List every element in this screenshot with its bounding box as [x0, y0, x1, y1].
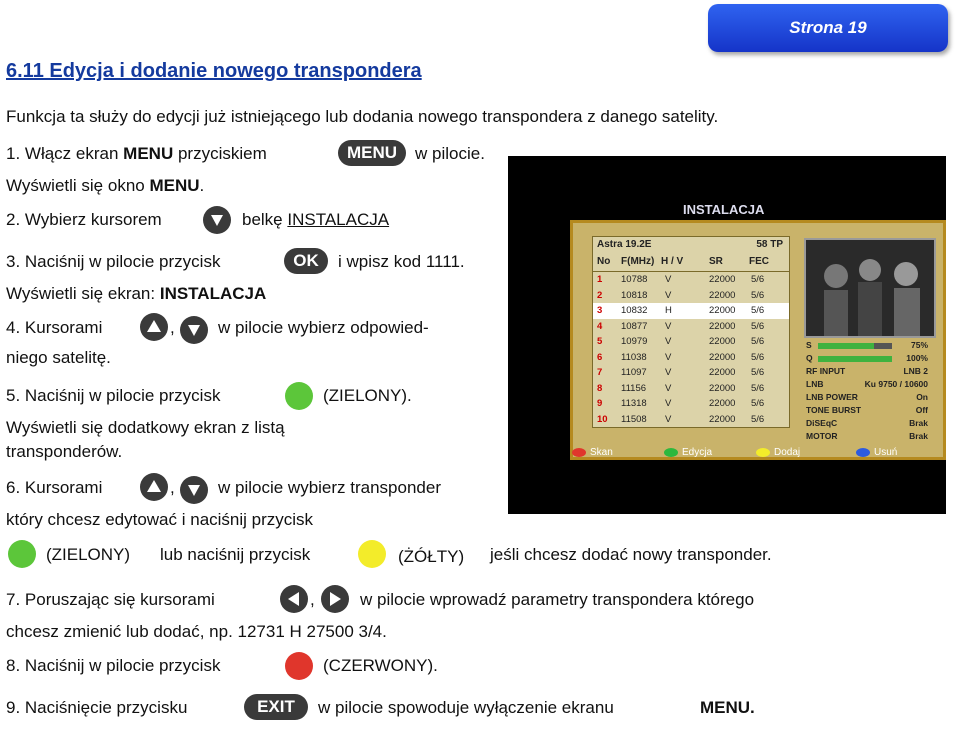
signal-info-panel	[804, 340, 932, 444]
table-cell: 2	[597, 289, 603, 301]
step-1-continued	[6, 176, 204, 196]
table-cell: 11038	[621, 351, 647, 363]
left-arrow-icon	[280, 585, 308, 613]
table-cell: 5	[597, 336, 603, 347]
table-row	[593, 350, 789, 366]
table-cell: 5/6	[751, 351, 765, 363]
green-button-icon	[285, 382, 313, 410]
table-cell: 11318	[621, 398, 647, 409]
channel-preview-image	[804, 238, 936, 338]
step-text: (ZIELONY)	[46, 545, 131, 564]
table-cell: 5/6	[751, 305, 765, 316]
tp-count: 58 TP	[756, 239, 783, 250]
step-text: w pilocie wybierz transponder	[218, 478, 441, 497]
table-cell: 5/6	[751, 289, 765, 301]
info-label: DiSEqC	[806, 418, 838, 428]
step-text: w pilocie wprowadź parametry transpondera którego	[360, 590, 755, 609]
info-value: LNB 2	[903, 366, 928, 376]
info-label: TONE BURST	[806, 405, 862, 415]
info-line	[804, 392, 932, 405]
step-1-text	[6, 144, 267, 164]
table-cell: 4	[597, 320, 603, 332]
info-value: Off	[915, 405, 928, 415]
step-5-text: 5. Naciśnij w pilocie przycisk	[6, 386, 221, 405]
step-bold: MENU	[149, 176, 200, 195]
table-cell: 6	[597, 351, 603, 363]
table-cell: 22000	[709, 289, 736, 301]
table-row	[593, 272, 789, 288]
info-line	[804, 379, 932, 392]
step-text: w pilocie.	[415, 144, 485, 163]
info-line	[804, 340, 932, 353]
intro-text: Funkcja ta służy do edycji już istniejącego lub dodania nowego transpondera z danego satelity.	[6, 107, 719, 126]
info-line	[804, 405, 932, 418]
step-text: belkę	[242, 210, 283, 229]
info-value: 75%	[910, 340, 928, 350]
info-value: Brak	[909, 418, 928, 428]
table-cell: 10877	[621, 320, 648, 332]
table-cell: 11508	[621, 413, 647, 425]
table-row	[593, 381, 789, 397]
right-arrow-icon	[321, 585, 349, 613]
down-arrow-icon	[203, 206, 231, 234]
table-row	[593, 334, 789, 350]
sat-name: Astra 19.2E	[597, 239, 652, 250]
table-cell: 22000	[709, 382, 736, 394]
section-heading: 6.11 Edycja i dodanie nowego transpondera	[6, 60, 422, 82]
table-cell: 5/6	[751, 320, 765, 332]
col-header: F(MHz)	[621, 256, 655, 267]
table-cell: 7	[597, 367, 603, 378]
table-cell: 5/6	[751, 413, 765, 425]
step-9-text: 9. Naciśnięcie przycisku	[6, 698, 188, 717]
step-text: przyciskiem	[177, 144, 267, 163]
info-label: Q	[806, 353, 813, 363]
col-header: No	[597, 256, 611, 267]
step-2-continued	[242, 210, 389, 230]
down-arrow-icon	[180, 316, 208, 344]
step-text: (ŻÓŁTY)	[398, 547, 465, 566]
table-cell: 5/6	[751, 274, 765, 285]
table-row	[593, 319, 789, 335]
table-cell: 11097	[621, 367, 647, 378]
info-line	[804, 418, 932, 431]
table-row	[593, 396, 789, 412]
step-text: ,	[170, 478, 175, 497]
step-8-text: 8. Naciśnij w pilocie przycisk	[6, 656, 221, 675]
table-row	[593, 288, 789, 304]
table-cell: 22000	[709, 398, 736, 409]
step-4-text: 4. Kursorami	[6, 318, 103, 337]
info-label: RF INPUT	[806, 366, 846, 376]
info-value: Brak	[909, 431, 928, 441]
red-key-label: Skan	[590, 447, 613, 458]
signal-bar	[818, 343, 892, 349]
up-arrow-icon	[140, 313, 168, 341]
info-line	[804, 353, 932, 366]
table-cell: 1	[597, 274, 603, 285]
step-text: i wpisz kod 1111.	[338, 252, 465, 271]
step-text: Wyświetli się dodatkowy ekran z listą	[6, 418, 285, 437]
tv-color-keys	[566, 446, 946, 464]
table-cell: 22000	[709, 413, 736, 425]
table-cell: 5/6	[751, 367, 765, 378]
step-2-text: 2. Wybierz kursorem	[6, 210, 162, 229]
col-header: SR	[709, 256, 723, 267]
table-cell: 11156	[621, 382, 647, 394]
table-cell: V	[665, 413, 672, 425]
info-line	[804, 366, 932, 379]
step-text: Wyświetli się ekran:	[6, 284, 156, 303]
step-text: lub naciśnij przycisk	[160, 545, 311, 564]
step-bold: INSTALACJA	[159, 284, 267, 303]
table-cell: 22000	[709, 320, 736, 332]
table-cell: 10788	[621, 274, 648, 285]
step-underlined: INSTALACJA	[287, 210, 390, 229]
step-text: w pilocie wybierz odpowied-	[218, 318, 429, 337]
table-header	[593, 254, 789, 272]
step-6-text: 6. Kursorami	[6, 478, 103, 497]
table-cell: 5/6	[751, 382, 765, 394]
table-cell: V	[665, 351, 672, 363]
table-cell: V	[665, 367, 672, 378]
exit-button-icon: EXIT	[244, 694, 308, 720]
step-text: ,	[310, 590, 315, 609]
col-header: FEC	[749, 256, 769, 267]
signal-bar	[818, 356, 892, 362]
step-3-text: 3. Naciśnij w pilocie przycisk	[6, 252, 221, 271]
info-line	[804, 431, 932, 444]
step-text: transponderów.	[6, 442, 123, 461]
info-label: LNB POWER	[806, 392, 858, 402]
step-text: 1. Włącz ekran	[6, 144, 119, 163]
table-cell: 10979	[621, 336, 648, 347]
page-number-badge: Strona 19	[708, 4, 948, 52]
table-cell: 8	[597, 382, 603, 394]
step-text: niego satelitę.	[6, 348, 111, 367]
tv-screenshot	[508, 156, 946, 514]
table-cell: V	[665, 336, 672, 347]
transponder-table	[592, 236, 790, 428]
menu-button-icon: MENU	[338, 140, 406, 166]
info-label: S	[806, 340, 812, 350]
green-key-icon	[664, 448, 678, 457]
red-button-icon	[285, 652, 313, 680]
yellow-key-icon	[756, 448, 770, 457]
table-cell: 22000	[709, 351, 736, 363]
info-label: LNB	[806, 379, 824, 389]
blue-key-icon	[856, 448, 870, 457]
table-row	[593, 412, 789, 428]
info-value: Ku 9750 / 10600	[864, 379, 928, 389]
table-cell: 10832	[621, 305, 648, 316]
info-label: MOTOR	[806, 431, 838, 441]
table-cell: 10	[597, 413, 608, 425]
step-7-text: 7. Poruszając się kursorami	[6, 590, 215, 609]
step-text: chcesz zmienić lub dodać, np. 12731 H 27500 3/4.	[6, 622, 387, 641]
step-text: .	[199, 176, 205, 195]
table-cell: 5/6	[751, 398, 765, 409]
col-header: H / V	[661, 256, 684, 267]
signal-bar-fill	[818, 356, 892, 362]
step-text: w pilocie spowoduje wyłączenie ekranu	[318, 698, 614, 717]
table-cell: 22000	[709, 305, 736, 316]
table-cell: 10818	[621, 289, 648, 301]
step-text: który chcesz edytować i naciśnij przycisk	[6, 510, 314, 529]
table-cell: 22000	[709, 336, 736, 347]
table-top	[593, 237, 789, 254]
down-arrow-icon	[180, 476, 208, 504]
table-row	[593, 303, 789, 319]
table-cell: V	[665, 289, 672, 301]
table-cell: H	[665, 305, 672, 316]
info-value: 100%	[906, 353, 928, 363]
green-key-label: Edycja	[682, 447, 713, 458]
table-cell: V	[665, 320, 672, 332]
step-text: (CZERWONY).	[323, 656, 438, 675]
signal-bar-fill	[818, 343, 874, 349]
yellow-key-label: Dodaj	[774, 447, 801, 458]
ok-button-icon: OK	[284, 248, 328, 274]
table-cell: V	[665, 398, 672, 409]
up-arrow-icon	[140, 473, 168, 501]
step-bold: MENU.	[700, 698, 755, 717]
table-cell: 3	[597, 305, 603, 316]
table-row	[593, 365, 789, 381]
step-3-continued	[6, 284, 266, 304]
yellow-button-icon	[358, 540, 386, 568]
step-text: jeśli chcesz dodać nowy transponder.	[490, 545, 772, 564]
table-cell: V	[665, 274, 672, 285]
step-text: (ZIELONY).	[323, 386, 412, 405]
tv-title: INSTALACJA	[683, 202, 765, 217]
table-cell: 22000	[709, 274, 736, 285]
step-text: Wyświetli się okno	[6, 176, 145, 195]
table-cell: 9	[597, 398, 603, 409]
table-cell: 5/6	[751, 336, 765, 347]
blue-key-label: Usuń	[874, 447, 898, 458]
info-value: On	[916, 392, 928, 402]
table-cell: V	[665, 382, 672, 394]
step-text: ,	[170, 318, 175, 337]
red-key-icon	[572, 448, 586, 457]
step-bold: MENU	[123, 144, 174, 163]
table-cell: 22000	[709, 367, 736, 378]
green-button-icon	[8, 540, 36, 568]
